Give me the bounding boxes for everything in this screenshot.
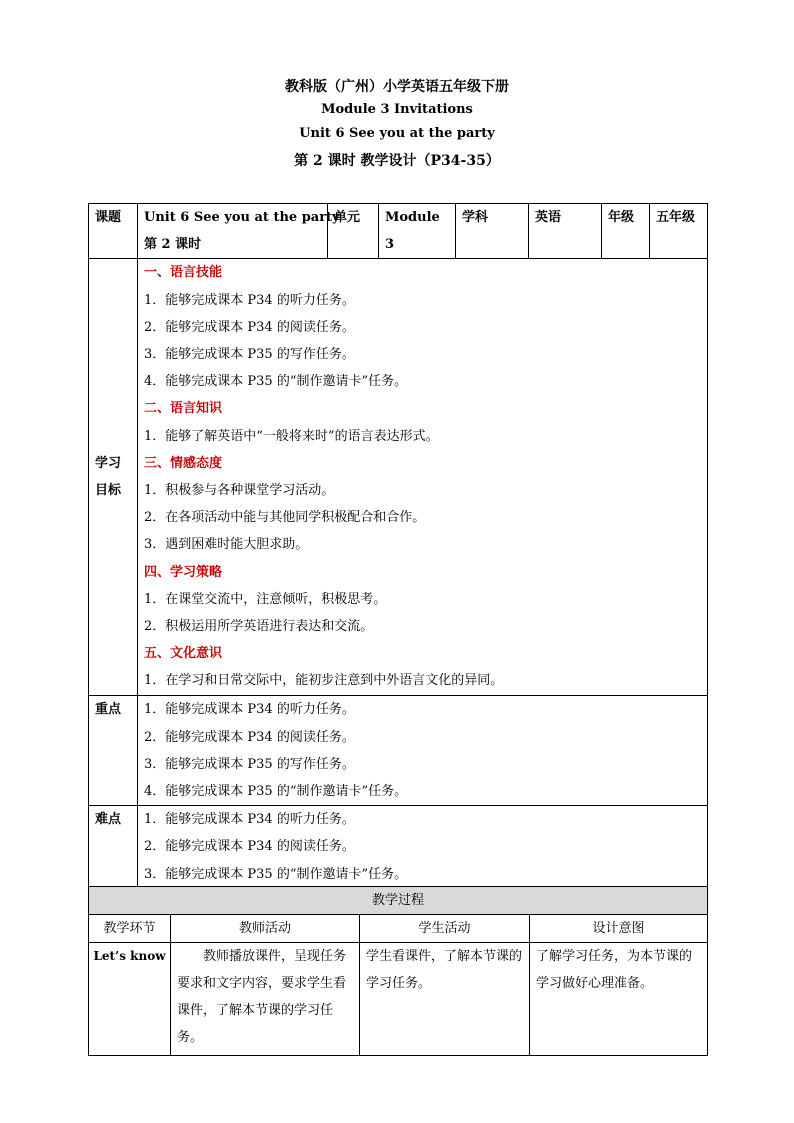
- info-row: [89, 204, 708, 259]
- intent-cell: 了解学习任务，为本节课的学习做好心理准备。: [530, 943, 708, 1056]
- stage-cell: Let’s know: [89, 943, 171, 1056]
- unit-title: Unit 6 See you at the party: [299, 126, 495, 141]
- lesson-info-table: [88, 203, 708, 889]
- process-title: 教学过程: [89, 887, 708, 915]
- process-row: [89, 943, 708, 1056]
- objectives-label-line-1: 学习: [95, 456, 122, 472]
- difficulty-item: 2．能够完成课本 P34 的阅读任务。: [144, 839, 355, 855]
- subject-label: 学科: [456, 204, 529, 259]
- header-teacher: 教师活动: [171, 915, 360, 943]
- keypoints-content: [138, 696, 708, 806]
- objectives-label-line-2: 目标: [95, 483, 122, 499]
- objective-item: 1．在学习和日常交际中，能初步注意到中外语言文化的异同。: [144, 673, 504, 689]
- objective-item: 2．能够完成课本 P34 的阅读任务。: [144, 319, 355, 335]
- difficulty-item: 3．能够完成课本 P35 的“制作邀请卡”任务。: [144, 866, 408, 882]
- topic-label: 课题: [89, 204, 138, 259]
- topic-line-1: Unit 6 See you at the party: [144, 210, 340, 225]
- objective-item: 1．能够完成课本 P34 的听力任务。: [144, 292, 355, 308]
- keypoint-item: 1．能够完成课本 P34 的听力任务。: [144, 702, 355, 718]
- objective-item: 1．在课堂交流中，注意倾听，积极思考。: [144, 591, 387, 607]
- objective-item: 1．能够了解英语中“一般将来时”的语言表达形式。: [144, 428, 439, 444]
- keypoints-row: [89, 696, 708, 806]
- unit-label: 单元: [328, 204, 379, 259]
- objectives-row: [89, 259, 708, 696]
- header-intent: 设计意图: [530, 915, 708, 943]
- process-title-row: [89, 887, 708, 915]
- keypoint-item: 4．能够完成课本 P35 的“制作邀请卡”任务。: [144, 784, 408, 800]
- teacher-cell: 教师播放课件，呈现任务要求和文字内容，要求学生看课件，了解本节课的学习任务。: [171, 943, 360, 1056]
- student-cell: 学生看课件，了解本节课的学习任务。: [360, 943, 530, 1056]
- module-title: Module 3 Invitations: [321, 102, 473, 117]
- section-heading-attitude: 三、情感态度: [144, 455, 223, 471]
- difficulties-row: [89, 806, 708, 889]
- document-title: 教科版（广州）小学英语五年级下册: [285, 79, 509, 95]
- objective-item: 3．遇到困难时能大胆求助。: [144, 537, 309, 553]
- objectives-label: [89, 259, 138, 696]
- header-student: 学生活动: [360, 915, 530, 943]
- process-table: [88, 886, 708, 1056]
- section-heading-strategy: 四、学习策略: [144, 564, 223, 580]
- objective-item: 2．积极运用所学英语进行表达和交流。: [144, 619, 374, 635]
- section-heading-knowledge: 二、语言知识: [144, 401, 223, 417]
- difficulties-content: [138, 806, 708, 889]
- topic-value: [138, 204, 340, 259]
- unit-value: Module 3: [379, 204, 456, 259]
- keypoints-label: 重点: [89, 696, 138, 806]
- objective-item: 2．在各项活动中能与其他同学积极配合和合作。: [144, 510, 426, 526]
- keypoint-item: 3．能够完成课本 P35 的写作任务。: [144, 756, 355, 772]
- process-header-row: [89, 915, 708, 943]
- keypoint-item: 2．能够完成课本 P34 的阅读任务。: [144, 729, 355, 745]
- section-heading-skills: 一、语言技能: [144, 265, 223, 281]
- objective-item: 1．积极参与各种课堂学习活动。: [144, 483, 335, 499]
- objectives-content: [138, 259, 708, 696]
- objective-item: 4．能够完成课本 P35 的“制作邀请卡”任务。: [144, 374, 408, 390]
- section-heading-culture: 五、文化意识: [144, 646, 223, 662]
- lesson-title: 第 2 课时 教学设计（P34-35）: [294, 153, 500, 169]
- grade-label: 年级: [602, 204, 650, 259]
- difficulty-item: 1．能够完成课本 P34 的听力任务。: [144, 812, 355, 828]
- subject-value: 英语: [529, 204, 602, 259]
- objective-item: 3．能够完成课本 P35 的写作任务。: [144, 347, 355, 363]
- difficulties-label: 难点: [89, 806, 138, 889]
- topic-line-2: 第 2 课时: [144, 237, 202, 253]
- header-stage: 教学环节: [89, 915, 171, 943]
- grade-value: 五年级: [650, 204, 708, 259]
